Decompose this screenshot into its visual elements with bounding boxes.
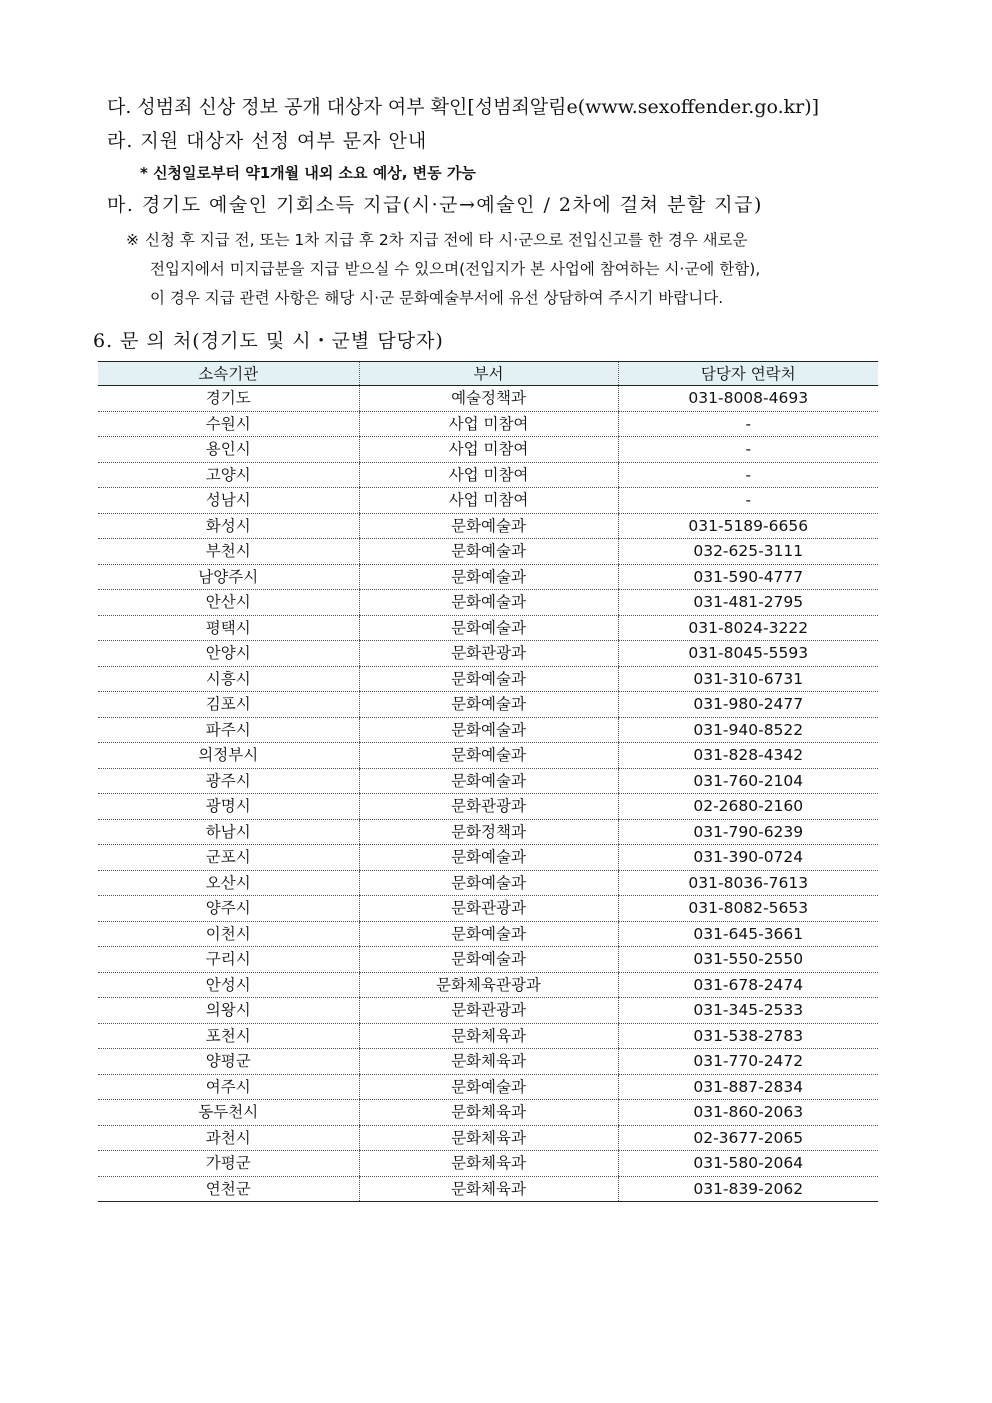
cell-org: 파주시 (98, 717, 359, 743)
cell-contact: 031-760-2104 (618, 768, 878, 794)
cell-dept: 문화관광과 (359, 641, 618, 667)
item-da-sex-offender-check: 다. 성범죄 신상 정보 공개 대상자 여부 확인[성범죄알림e(www.sexoffender.go.kr)] (107, 96, 820, 118)
cell-dept: 문화관광과 (359, 896, 618, 922)
table-row (98, 768, 878, 794)
cell-contact: 031-550-2550 (618, 947, 878, 973)
table-row (98, 564, 878, 590)
cell-contact: - (618, 411, 878, 437)
cell-contact: 031-8082-5653 (618, 896, 878, 922)
note-line-1: 신청 후 지급 전, 또는 1차 지급 후 2차 지급 전에 타 시·군으로 전입신고를 한 경우 새로운 (145, 231, 748, 249)
cell-dept: 문화예술과 (359, 615, 618, 641)
table-row (98, 743, 878, 769)
cell-contact: 031-887-2834 (618, 1074, 878, 1100)
table-row (98, 1125, 878, 1151)
cell-dept: 사업 미참여 (359, 411, 618, 437)
table-row (98, 488, 878, 514)
cell-org: 양평군 (98, 1049, 359, 1075)
table-row (98, 386, 878, 412)
cell-contact: - (618, 437, 878, 463)
table-row (98, 437, 878, 463)
cell-contact: 031-828-4342 (618, 743, 878, 769)
table-row (98, 1074, 878, 1100)
cell-dept: 사업 미참여 (359, 437, 618, 463)
cell-org: 광주시 (98, 768, 359, 794)
cell-org: 의왕시 (98, 998, 359, 1024)
cell-org: 가평군 (98, 1151, 359, 1177)
cell-contact: 032-625-3111 (618, 539, 878, 565)
table-row (98, 717, 878, 743)
cell-dept: 문화체육관광과 (359, 972, 618, 998)
cell-contact: 031-790-6239 (618, 819, 878, 845)
table-row (98, 870, 878, 896)
cell-dept: 문화예술과 (359, 590, 618, 616)
header-contact: 담당자 연락처 (618, 362, 878, 386)
cell-org: 양주시 (98, 896, 359, 922)
cell-org: 연천군 (98, 1176, 359, 1202)
cell-contact: 031-678-2474 (618, 972, 878, 998)
cell-org: 안성시 (98, 972, 359, 998)
cell-dept: 문화예술과 (359, 1074, 618, 1100)
cell-contact: 02-3677-2065 (618, 1125, 878, 1151)
note-line-2: 전입지에서 미지급분을 지급 받으실 수 있으며(전입지가 본 사업에 참여하는 시·군에 한함), (150, 260, 761, 278)
cell-contact: 031-5189-6656 (618, 513, 878, 539)
cell-dept: 문화체육과 (359, 1125, 618, 1151)
cell-contact: 02-2680-2160 (618, 794, 878, 820)
cell-org: 포천시 (98, 1023, 359, 1049)
note-line-3: 이 경우 지급 관련 사항은 해당 시·군 문화예술부서에 유선 상담하여 주시기 바랍니다. (150, 289, 724, 307)
cell-org: 여주시 (98, 1074, 359, 1100)
table-row (98, 641, 878, 667)
table-row (98, 1151, 878, 1177)
table-row (98, 1176, 878, 1202)
cell-contact: 031-345-2533 (618, 998, 878, 1024)
cell-org: 수원시 (98, 411, 359, 437)
cell-contact: 031-8036-7613 (618, 870, 878, 896)
cell-dept: 문화관광과 (359, 794, 618, 820)
table-row (98, 411, 878, 437)
cell-org: 남양주시 (98, 564, 359, 590)
cell-org: 과천시 (98, 1125, 359, 1151)
cell-org: 의정부시 (98, 743, 359, 769)
cell-dept: 문화예술과 (359, 845, 618, 871)
table-header-row (98, 362, 878, 386)
cell-org: 평택시 (98, 615, 359, 641)
cell-dept: 문화예술과 (359, 666, 618, 692)
cell-org: 군포시 (98, 845, 359, 871)
cell-org: 시흥시 (98, 666, 359, 692)
item-ra-note: * 신청일로부터 약1개월 내외 소요 예상, 변동 가능 (140, 164, 476, 182)
cell-dept: 문화예술과 (359, 768, 618, 794)
cell-dept: 문화예술과 (359, 717, 618, 743)
cell-contact: 031-390-0724 (618, 845, 878, 871)
reference-mark-icon: ※ (126, 231, 139, 249)
table-row (98, 1049, 878, 1075)
cell-contact: 031-538-2783 (618, 1023, 878, 1049)
cell-contact: 031-590-4777 (618, 564, 878, 590)
cell-org: 하남시 (98, 819, 359, 845)
header-dept: 부서 (359, 362, 618, 386)
cell-contact: 031-940-8522 (618, 717, 878, 743)
cell-org: 안양시 (98, 641, 359, 667)
cell-dept: 문화정책과 (359, 819, 618, 845)
cell-org: 김포시 (98, 692, 359, 718)
table-row (98, 615, 878, 641)
cell-org: 경기도 (98, 386, 359, 412)
cell-org: 광명시 (98, 794, 359, 820)
cell-contact: 031-310-6731 (618, 666, 878, 692)
cell-org: 구리시 (98, 947, 359, 973)
cell-dept: 사업 미참여 (359, 462, 618, 488)
cell-org: 고양시 (98, 462, 359, 488)
cell-dept: 사업 미참여 (359, 488, 618, 514)
cell-org: 부천시 (98, 539, 359, 565)
item-ma-payment: 마. 경기도 예술인 기회소득 지급(시·군→예술인 / 2차에 걸쳐 분할 지급) (107, 194, 763, 216)
header-org: 소속기관 (98, 362, 359, 386)
cell-dept: 예술정책과 (359, 386, 618, 412)
cell-dept: 문화관광과 (359, 998, 618, 1024)
cell-org: 안산시 (98, 590, 359, 616)
cell-org: 이천시 (98, 921, 359, 947)
item-ra-selection-notice: 라. 지원 대상자 선정 여부 문자 안내 (107, 130, 428, 152)
table-row (98, 1023, 878, 1049)
cell-contact: 031-770-2472 (618, 1049, 878, 1075)
cell-org: 오산시 (98, 870, 359, 896)
table-row (98, 819, 878, 845)
cell-org: 동두천시 (98, 1100, 359, 1126)
cell-contact: 031-580-2064 (618, 1151, 878, 1177)
cell-dept: 문화체육과 (359, 1100, 618, 1126)
table-row (98, 666, 878, 692)
table-row (98, 998, 878, 1024)
contacts-table (98, 361, 878, 1202)
table-row (98, 947, 878, 973)
cell-org: 화성시 (98, 513, 359, 539)
table-row (98, 513, 878, 539)
cell-contact: 031-860-2063 (618, 1100, 878, 1126)
cell-contact: 031-8024-3222 (618, 615, 878, 641)
cell-dept: 문화체육과 (359, 1151, 618, 1177)
table-row (98, 921, 878, 947)
table-row (98, 1100, 878, 1126)
item-ma-note (126, 226, 902, 313)
table-row (98, 462, 878, 488)
cell-dept: 문화예술과 (359, 947, 618, 973)
cell-dept: 문화예술과 (359, 870, 618, 896)
cell-contact: - (618, 488, 878, 514)
cell-dept: 문화예술과 (359, 692, 618, 718)
cell-dept: 문화예술과 (359, 921, 618, 947)
cell-dept: 문화예술과 (359, 564, 618, 590)
cell-org: 용인시 (98, 437, 359, 463)
cell-dept: 문화체육과 (359, 1176, 618, 1202)
table-row (98, 794, 878, 820)
table-row (98, 692, 878, 718)
table-row (98, 896, 878, 922)
cell-contact: 031-839-2062 (618, 1176, 878, 1202)
table-row (98, 590, 878, 616)
cell-contact: - (618, 462, 878, 488)
cell-contact: 031-481-2795 (618, 590, 878, 616)
cell-contact: 031-8008-4693 (618, 386, 878, 412)
cell-contact: 031-645-3661 (618, 921, 878, 947)
cell-contact: 031-980-2477 (618, 692, 878, 718)
cell-org: 성남시 (98, 488, 359, 514)
cell-dept: 문화예술과 (359, 513, 618, 539)
cell-dept: 문화예술과 (359, 539, 618, 565)
table-row (98, 539, 878, 565)
table-row (98, 845, 878, 871)
cell-dept: 문화예술과 (359, 743, 618, 769)
table-row (98, 972, 878, 998)
cell-dept: 문화체육과 (359, 1023, 618, 1049)
section-title-contacts: 6. 문 의 처(경기도 및 시・군별 담당자) (93, 330, 444, 352)
cell-dept: 문화체육과 (359, 1049, 618, 1075)
cell-contact: 031-8045-5593 (618, 641, 878, 667)
